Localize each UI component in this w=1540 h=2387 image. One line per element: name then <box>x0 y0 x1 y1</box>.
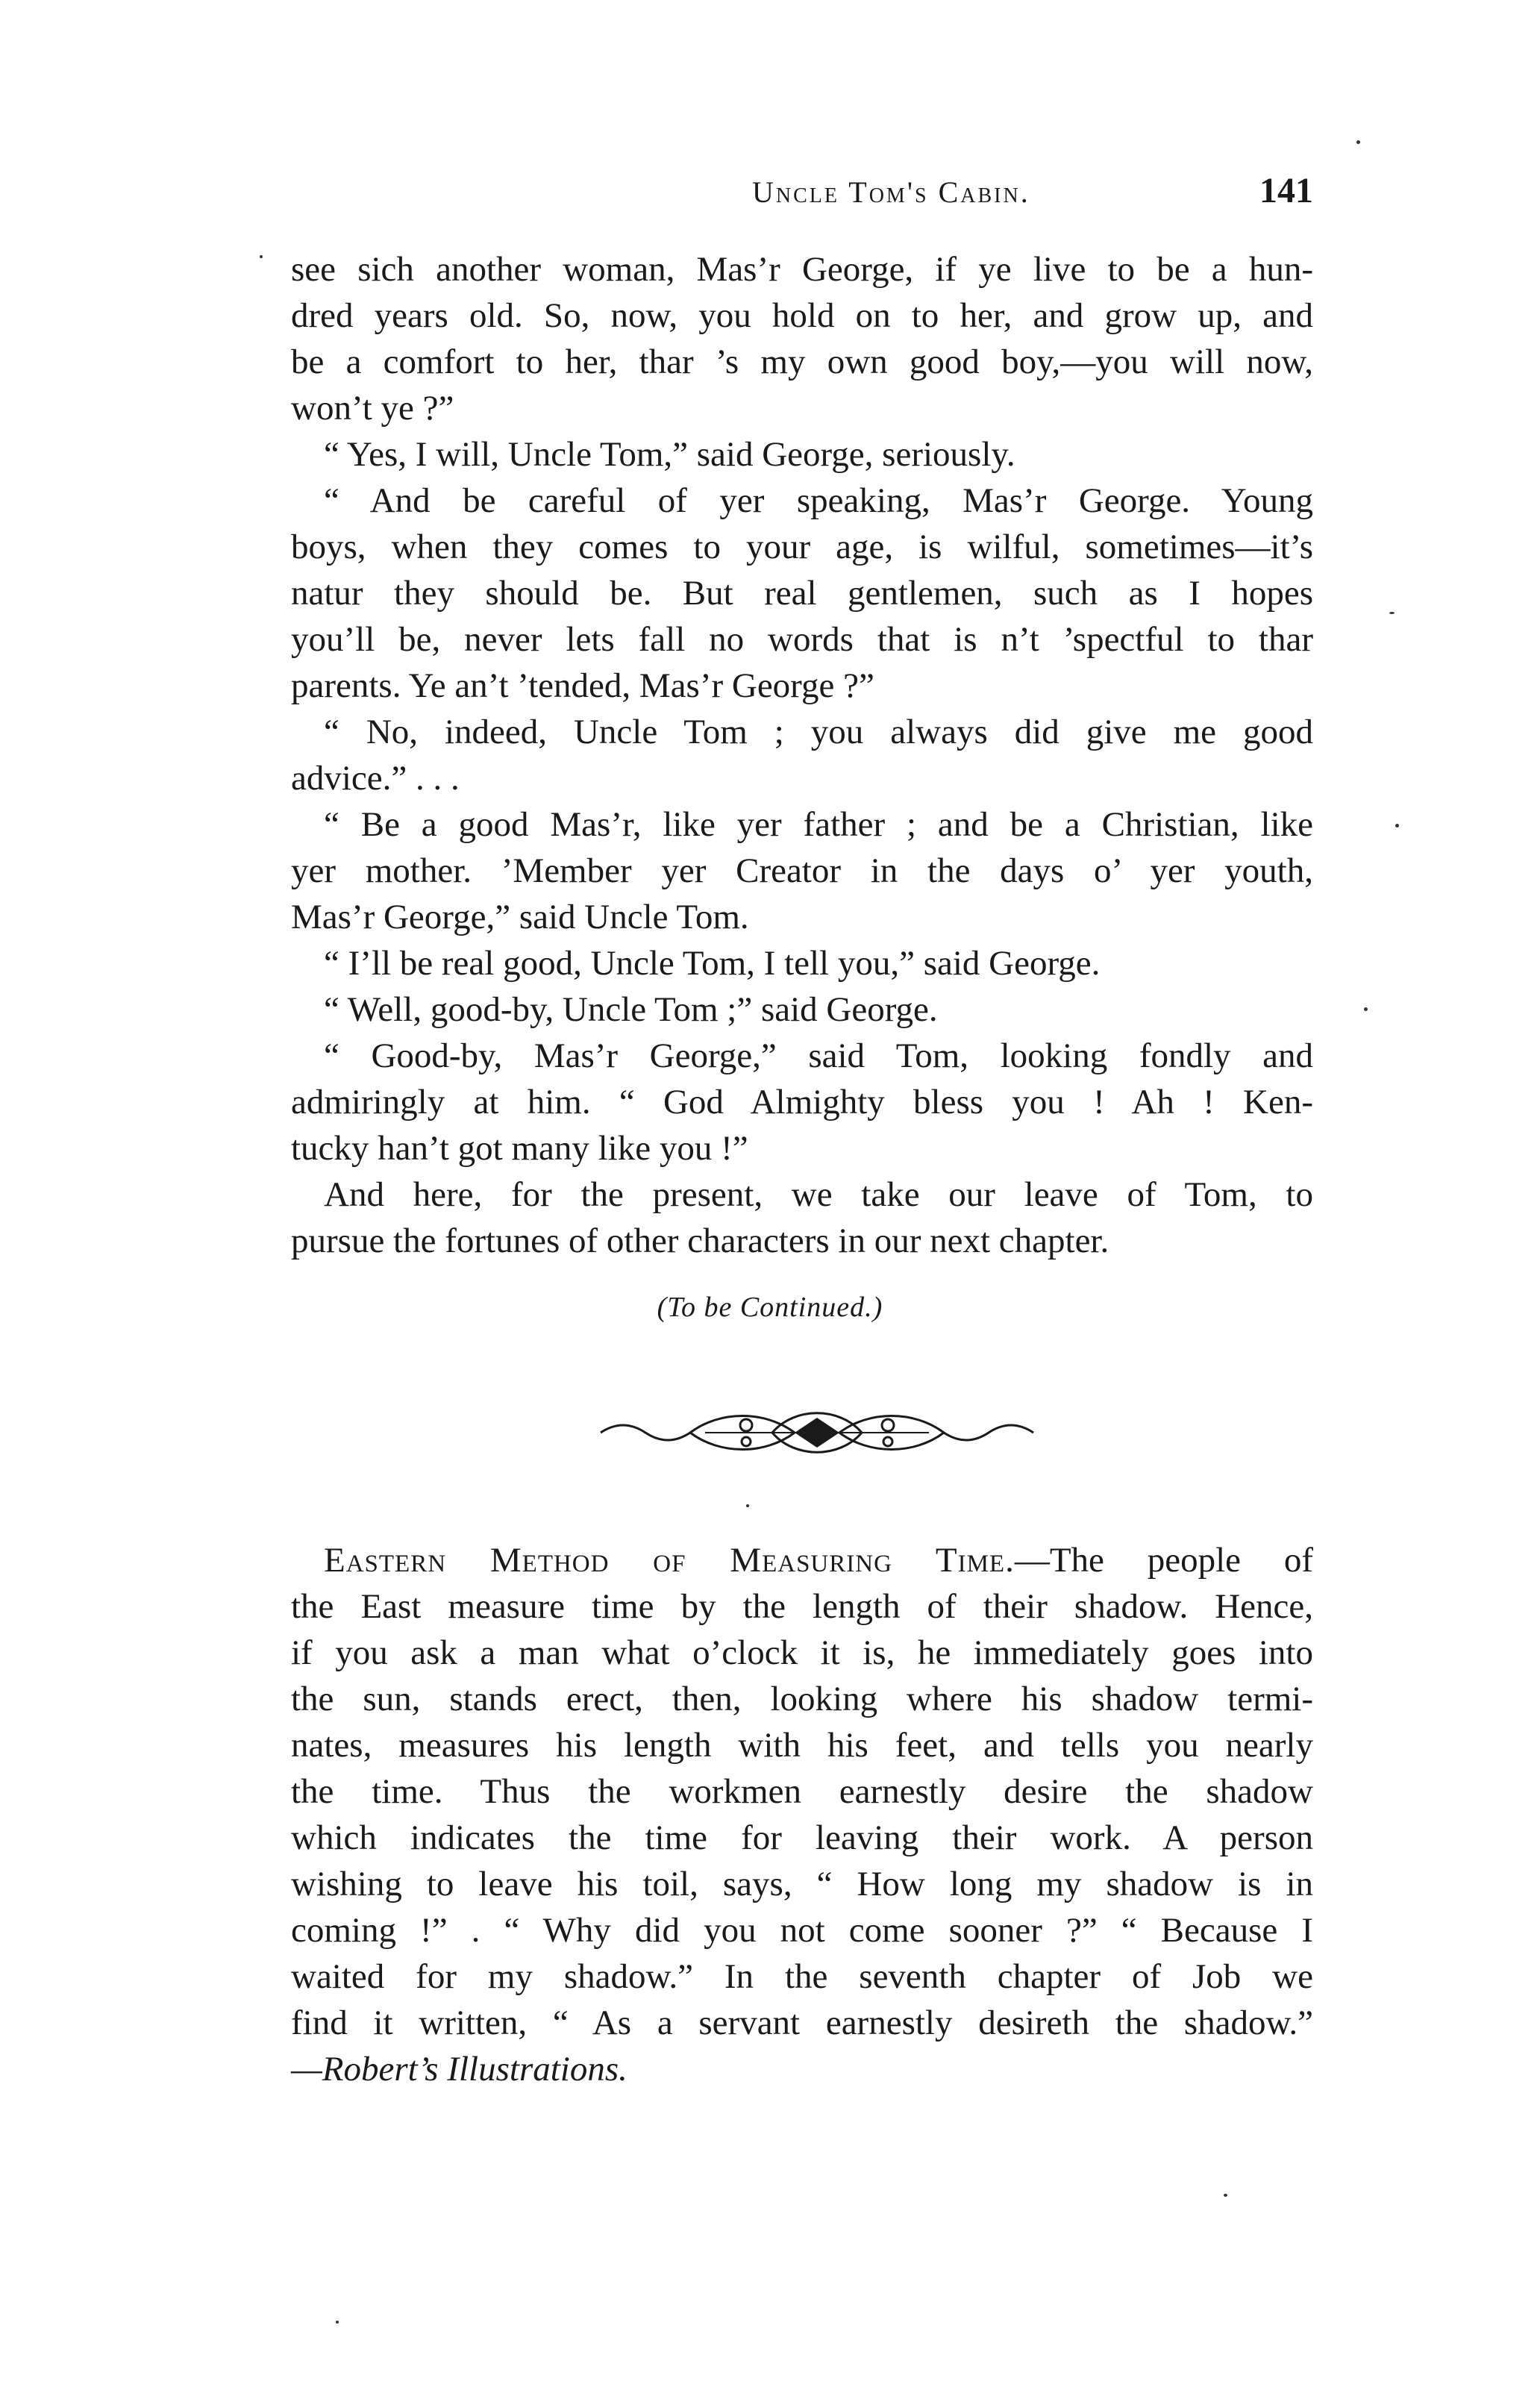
story-line: parents. Ye an’t ’tended, Mas’r George ?” <box>291 666 874 705</box>
story-line: “ No, indeed, Uncle Tom ; you always did give me good <box>324 713 1313 751</box>
article-line: if you ask a man what o’clock it is, he immediately goes into <box>291 1633 1313 1672</box>
story-line: “ Yes, I will, Uncle Tom,” said George, seriously. <box>324 435 1015 474</box>
article-line: the time. Thus the workmen earnestly desire the shadow <box>291 1772 1313 1811</box>
story-line: And here, for the present, we take our leave of Tom, to <box>324 1175 1313 1214</box>
article-line: find it written, “ As a servant earnestly desireth the shadow.” <box>291 2003 1313 2042</box>
story-line: “ I’ll be real good, Uncle Tom, I tell you,” said George. <box>324 944 1101 983</box>
story-line: dred years old. So, now, you hold on to her, and grow up, and <box>291 296 1313 335</box>
article-attribution: —Robert’s Illustrations. <box>291 2050 627 2089</box>
print-speck <box>1224 2194 1227 2197</box>
print-speck <box>260 255 263 258</box>
article-line: the East measure time by the length of their shadow. Hence, <box>291 1587 1313 1626</box>
page-number: 141 <box>1259 171 1313 210</box>
print-speck <box>1364 1007 1368 1011</box>
article-line: which indicates the time for leaving their work. A person <box>291 1818 1313 1857</box>
ornamental-divider-icon <box>593 1403 1041 1462</box>
print-speck <box>1389 612 1395 614</box>
article-line: nates, measures his length with his feet, and tells you nearly <box>291 1726 1313 1765</box>
story-line: admiringly at him. “ God Almighty bless you ! Ah ! Ken- <box>291 1083 1313 1121</box>
print-speck <box>336 2321 339 2324</box>
article-first-line <box>291 1537 1313 1583</box>
article-line: coming !” . “ Why did you not come sooner ?” “ Because I <box>291 1911 1313 1950</box>
print-speck <box>746 1504 749 1507</box>
article-line: wishing to leave his toil, says, “ How long my shadow is in <box>291 1865 1313 1903</box>
story-line: “ Good-by, Mas’r George,” said Tom, looking fondly and <box>324 1036 1313 1075</box>
to-be-continued-note: (To be Continued.) <box>657 1292 883 1323</box>
article-heading: Eastern Method of Measuring Time. <box>324 1541 1015 1580</box>
story-line: pursue the fortunes of other characters in our next chapter. <box>291 1221 1109 1260</box>
story-line: tucky han’t got many like you !” <box>291 1129 748 1168</box>
article-line: —The people of <box>1014 1541 1313 1580</box>
article-line: waited for my shadow.” In the seventh chapter of Job we <box>291 1957 1313 1996</box>
story-line: advice.” . . . <box>291 759 460 798</box>
story-line: “ Well, good-by, Uncle Tom ;” said George. <box>324 990 938 1029</box>
story-line: see sich another woman, Mas’r George, if ye live to be a hun- <box>291 250 1313 289</box>
story-line: Mas’r George,” said Uncle Tom. <box>291 898 749 936</box>
print-speck <box>1395 824 1399 828</box>
story-line: “ Be a good Mas’r, like yer father ; and be a Christian, like <box>324 805 1313 844</box>
story-line: you’ll be, never lets fall no words that is n’t ’spectful to thar <box>291 620 1313 659</box>
story-line: yer mother. ’Member yer Creator in the days o’ yer youth, <box>291 851 1313 890</box>
story-line: be a comfort to her, thar ’s my own good boy,—you will now, <box>291 342 1313 381</box>
story-line: “ And be careful of yer speaking, Mas’r George. Young <box>324 481 1313 520</box>
article-line: the sun, stands erect, then, looking where his shadow termi- <box>291 1680 1313 1718</box>
story-line: won’t ye ?” <box>291 389 454 428</box>
story-line: boys, when they comes to your age, is wilful, sometimes—it’s <box>291 528 1313 566</box>
running-head <box>291 170 1313 222</box>
print-speck <box>1356 140 1360 144</box>
running-title: Uncle Tom's Cabin. <box>752 175 1030 209</box>
story-line: natur they should be. But real gentlemen, such as I hopes <box>291 574 1313 613</box>
